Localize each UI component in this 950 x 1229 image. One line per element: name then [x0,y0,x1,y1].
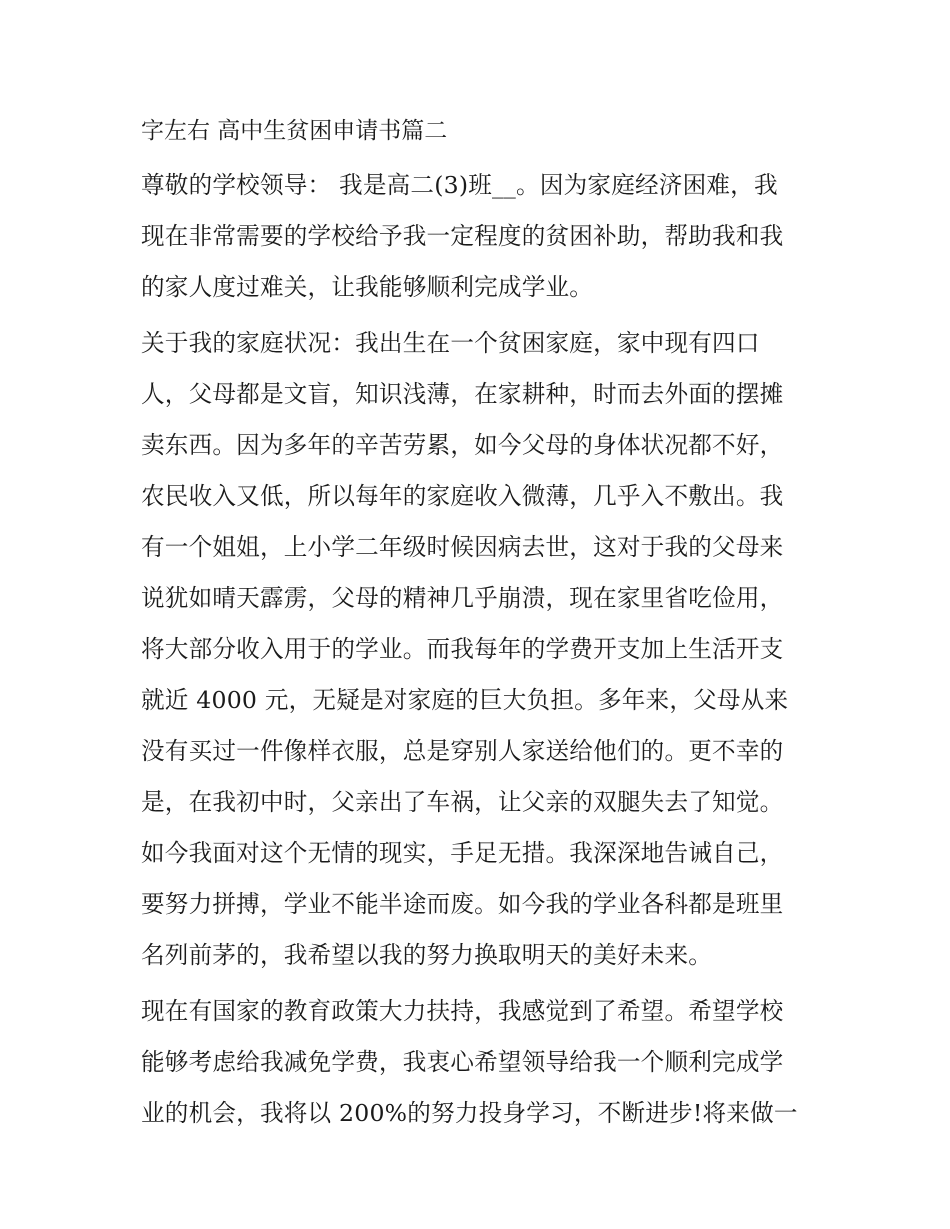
text-line: 能够考虑给我减免学费，我衷心希望领导给我一个顺利完成学 [141,1048,784,1076]
text-line: 说犹如晴天霹雳，父母的精神几乎崩溃，现在家里省吃俭用， [141,584,784,612]
text-line: 农民收入又低，所以每年的家庭收入微薄，几乎入不敷出。我 [141,482,784,510]
paragraph-2 [141,318,820,981]
text-line: 有一个姐姐，上小学二年级时候因病去世，这对于我的父母来 [141,533,784,561]
text-line: 现在非常需要的学校给予我一定程度的贫困补助，帮助我和我 [141,222,784,250]
text-line: 卖东西。因为多年的辛苦劳累，如今父母的身体状况都不好， [141,431,784,459]
text-line: 现在有国家的教育政策大力扶持，我感觉到了希望。希望学校 [141,997,784,1025]
text-line: 就近 4000 元，无疑是对家庭的巨大负担。多年来，父母从来 [141,686,789,714]
text-line: 人，父母都是文盲，知识浅薄，在家耕种，时而去外面的摆摊 [141,380,784,408]
text-line: 要努力拼搏，学业不能半途而废。如今我的学业各科都是班里 [141,890,784,918]
text-line: 尊敬的学校领导： 我是高二(3)班__。因为家庭经济困难，我 [141,171,778,199]
text-line: 业的机会，我将以 200%的努力投身学习，不断进步!将来做一 [141,1099,798,1127]
text-line: 的家人度过难关，让我能够顺利完成学业。 [141,273,594,301]
text-line: 关于我的家庭状况：我出生在一个贫困家庭，家中现有四口 [141,329,760,357]
paragraph-1 [141,160,820,313]
text-line: 是，在我初中时，父亲出了车祸，让父亲的双腿失去了知觉。 [141,788,784,816]
text-line: 没有买过一件像样衣服，总是穿别人家送给他们的。更不幸的 [141,737,784,765]
text-line: 如今我面对这个无情的现实，手足无措。我深深地告诫自己， [141,839,784,867]
document-title: 字左右 高中生贫困申请书篇二 [141,118,448,144]
text-line: 名列前茅的，我希望以我的努力换取明天的美好未来。 [141,941,713,969]
text-line: 将大部分收入用于的学业。而我每年的学费开支加上生活开支 [141,635,784,663]
paragraph-3 [141,986,820,1139]
